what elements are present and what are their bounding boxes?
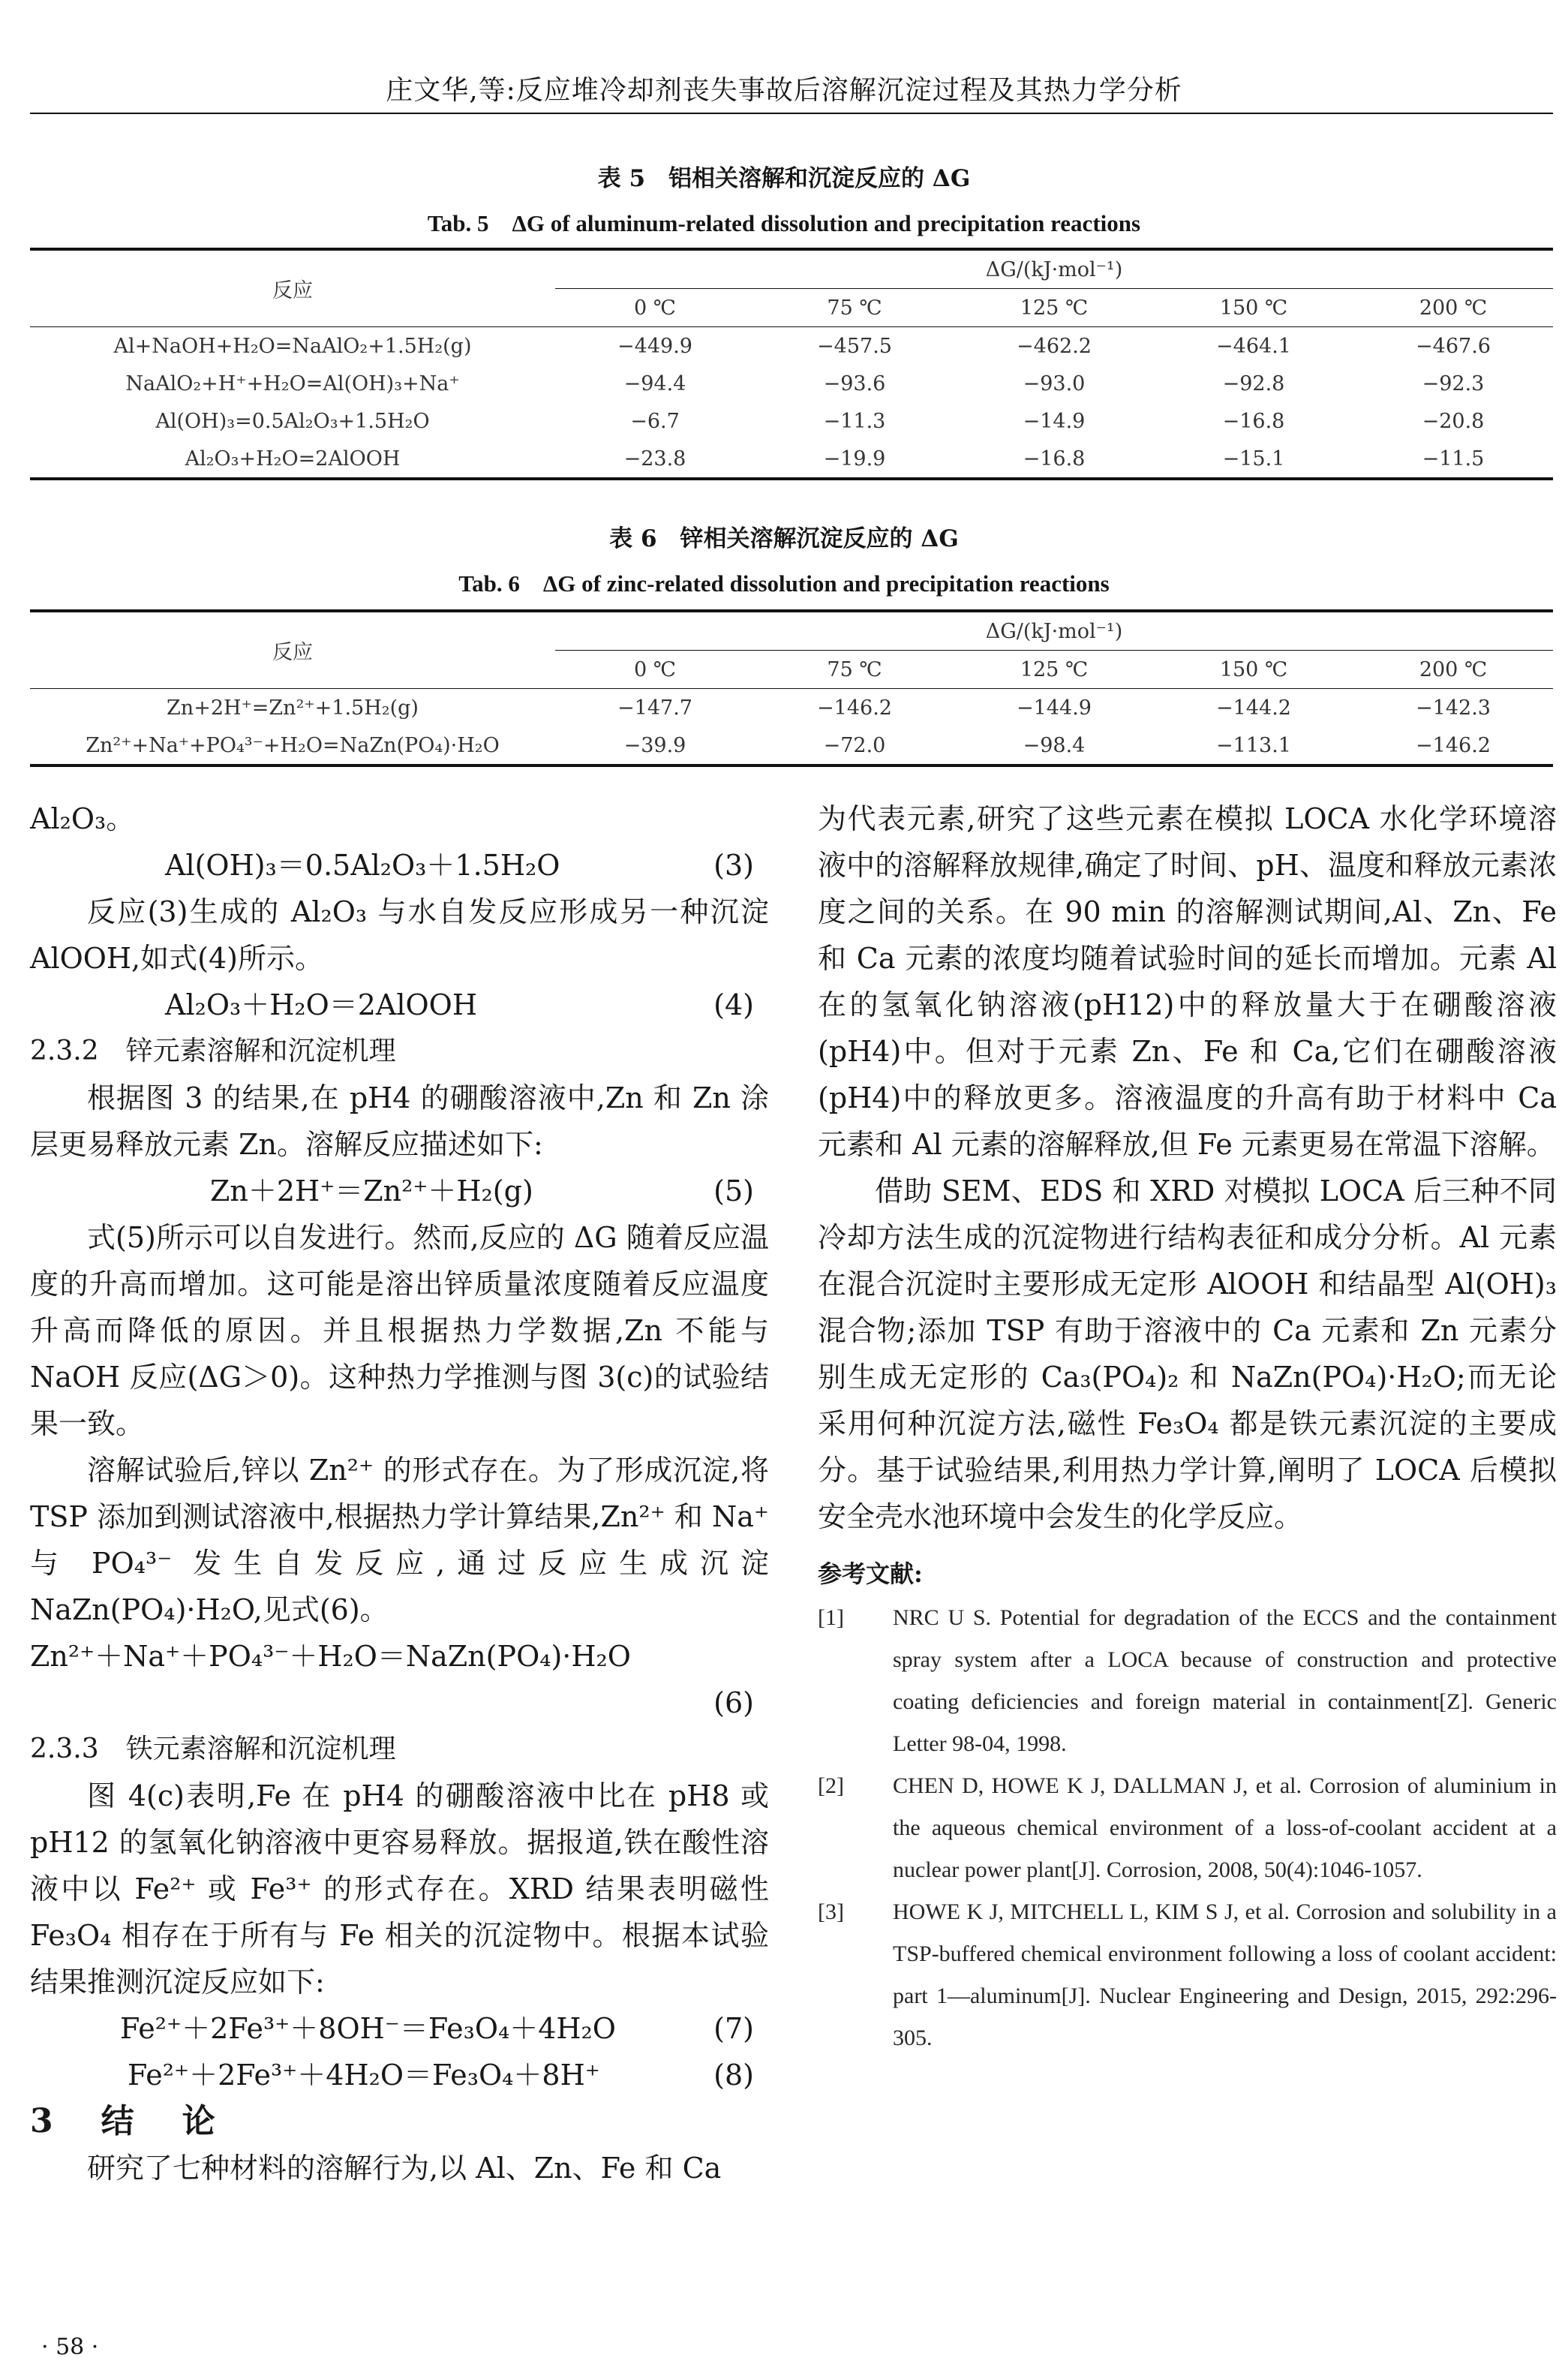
equation-4 xyxy=(30,982,769,1028)
table-row xyxy=(30,440,1553,479)
paragraph: 借助 SEM、EDS 和 XRD 对模拟 LOCA 后三种不同冷却方法生成的沉淀物进行结构表征和成分分析。Al 元素在混合沉淀时主要形成无定形 AlOOH 和结晶型 Al(OH)₃ 混合物;添加 TSP 有助于溶液中的 Ca 元素和 Zn 元素分别生成无定形的 Ca₃(PO₄)₂ 和 NaZn(PO₄)·H₂O;而无论采用何种沉淀方法,磁性 Fe₃O₄ 都是铁元素沉淀的主要成分。基于试验结果,利用热力学计算,阐明了 LOCA 后模拟安全壳水池环境中会发生的化学反应。 xyxy=(818,1174,1557,1533)
references-list xyxy=(818,1597,1557,2059)
paragraph: 图 4(c)表明,Fe 在 pH4 的硼酸溶液中比在 pH8 或 pH12 的氢氧化钠溶液中更容易释放。据报道,铁在酸性溶液中以 Fe²⁺ 或 Fe³⁺ 的形式存在。XRD 结果表明磁性 Fe₃O₄ 相存在于所有与 Fe 相关的沉淀物中。根据本试验结果推测沉淀反应如下: xyxy=(30,1779,769,1999)
value-cell: −147.7 xyxy=(617,696,692,720)
value-cell: −144.2 xyxy=(1216,696,1291,720)
paragraph: 为代表元素,研究了这些元素在模拟 LOCA 水化学环境溶液中的溶解释放规律,确定了时间、pH、温度和释放元素浓度之间的关系。在 90 min 的溶解测试期间,Al、Zn、Fe 和 Ca 元素的浓度均随着试验时间的延长而增加。元素 Al 在的氢氧化钠溶液(pH12)中的释放量大于在硼酸溶液(pH4)中。但对于元素 Zn、Fe 和 Ca,它们在硼酸溶液(pH4)中的释放更多。溶液温度的升高有助于材料中 Ca 元素和 Al 元素的溶解释放,但 Fe 元素更易在常温下溶解。 xyxy=(818,802,1557,1161)
table6-temp-200: 200 ℃ xyxy=(1353,651,1553,689)
table6 xyxy=(30,609,1553,767)
table5-temp-75: 75 ℃ xyxy=(755,289,954,327)
value-cell: −72.0 xyxy=(755,726,954,765)
table5-temp-125: 125 ℃ xyxy=(954,289,1154,327)
section-heading-2-3-3: 2.3.3 铁元素溶解和沉淀机理 xyxy=(30,1734,396,1764)
equation-body: Al(OH)₃＝0.5Al₂O₃＋1.5H₂O xyxy=(165,849,560,882)
left-column xyxy=(30,796,769,2191)
value-cell: −23.8 xyxy=(555,440,755,479)
value-cell: −144.9 xyxy=(1017,696,1092,720)
equation-number: (3) xyxy=(713,849,754,882)
table5-temp-150: 150 ℃ xyxy=(1154,289,1353,327)
value-cell: −457.5 xyxy=(817,334,892,358)
value-cell: −16.8 xyxy=(1222,409,1285,433)
paragraph: 研究了七种材料的溶解行为,以 Al、Zn、Fe 和 Ca xyxy=(87,2152,722,2185)
reference-item xyxy=(818,1891,1557,2059)
value-cell: −16.8 xyxy=(954,440,1154,479)
table6-unit-header: ΔG/(kJ·mol⁻¹) xyxy=(555,611,1553,651)
value-cell: −11.3 xyxy=(823,409,886,433)
value-cell: −142.3 xyxy=(1416,696,1491,720)
paragraph: 溶解试验后,锌以 Zn²⁺ 的形式存在。为了形成沉淀,将 TSP 添加到测试溶液中,根据热力学计算结果,Zn²⁺ 和 Na⁺ 与 PO₄³⁻ 发生自发反应,通过反应生成沉淀 NaZn(PO₄)·H₂O,见式(6)。 xyxy=(30,1454,769,1626)
reference-number: [3] xyxy=(818,1899,844,1924)
reaction-cell: Al+NaOH+H₂O=NaAlO₂+1.5H₂(g) xyxy=(113,334,472,358)
table5-unit-header: ΔG/(kJ·mol⁻¹) xyxy=(555,249,1553,289)
reference-number: [1] xyxy=(818,1605,844,1630)
equation-body: Fe²⁺＋2Fe³⁺＋4H₂O＝Fe₃O₄＋8H⁺ xyxy=(128,2059,600,2092)
running-header: 庄文华,等:反应堆冷却剂丧失事故后溶解沉淀过程及其热力学分析 xyxy=(386,75,1182,106)
table6-temp-125: 125 ℃ xyxy=(954,651,1154,689)
table-row xyxy=(30,402,1553,440)
reference-item xyxy=(818,1765,1557,1891)
value-cell: −19.9 xyxy=(755,440,954,479)
table-row xyxy=(30,726,1553,765)
equation-body: Al₂O₃＋H₂O＝2AlOOH xyxy=(165,988,477,1021)
page-number: · 58 · xyxy=(41,2334,99,2360)
paragraph: 根据图 3 的结果,在 pH4 的硼酸溶液中,Zn 和 Zn 涂层更易释放元素 Zn。溶解反应描述如下: xyxy=(30,1081,769,1161)
equation-body: Zn²⁺＋Na⁺＋PO₄³⁻＋H₂O＝NaZn(PO₄)·H₂O xyxy=(30,1640,631,1673)
equation-body: Fe²⁺＋2Fe³⁺＋8OH⁻＝Fe₃O₄＋4H₂O xyxy=(120,2012,616,2045)
equation-number: (8) xyxy=(713,2059,754,2092)
table6-temp-75: 75 ℃ xyxy=(755,651,954,689)
table6-temp-0: 0 ℃ xyxy=(555,651,755,689)
header-rule xyxy=(30,113,1553,114)
table5-temp-0: 0 ℃ xyxy=(555,289,755,327)
equation-5 xyxy=(30,1168,769,1214)
references-title: 参考文献: xyxy=(818,1559,923,1588)
equation-8 xyxy=(30,2052,769,2098)
right-column xyxy=(818,796,1557,2059)
value-cell: −462.2 xyxy=(1017,334,1092,358)
value-cell: −92.8 xyxy=(1222,371,1285,395)
equation-body: Zn＋2H⁺＝Zn²⁺＋H₂(g) xyxy=(210,1174,533,1208)
table-row xyxy=(30,327,1553,365)
value-cell: −146.2 xyxy=(1353,726,1553,765)
table6-reaction-header: 反应 xyxy=(30,611,555,689)
value-cell: −92.3 xyxy=(1422,371,1485,395)
section-heading-3: 3 结 论 xyxy=(30,2102,223,2140)
value-cell: −93.6 xyxy=(823,371,886,395)
reaction-cell: NaAlO₂+H⁺+H₂O=Al(OH)₃+Na⁺ xyxy=(125,371,460,395)
paragraph: 反应(3)生成的 Al₂O₃ 与水自发反应形成另一种沉淀 AlOOH,如式(4)所示。 xyxy=(30,895,769,975)
reaction-cell: Al₂O₃+H₂O=2AlOOH xyxy=(30,440,555,479)
paragraph: Al₂O₃。 xyxy=(30,802,135,835)
value-cell: −14.9 xyxy=(1023,409,1086,433)
equation-3 xyxy=(30,842,769,889)
value-cell: −449.9 xyxy=(617,334,692,358)
equation-6 xyxy=(30,1633,769,1726)
value-cell: −11.5 xyxy=(1353,440,1553,479)
table-row xyxy=(30,689,1553,727)
reference-text: CHEN D, HOWE K J, DALLMAN J, et al. Corrosion of aluminium in the aqueous chemical environment of a loss-of-coolant accident at a nuclear power plant[J]. Corrosion, 2008, 50(4):1046-1057. xyxy=(893,1773,1557,1882)
table5 xyxy=(30,248,1553,480)
reference-number: [2] xyxy=(818,1773,844,1798)
value-cell: −15.1 xyxy=(1154,440,1353,479)
value-cell: −20.8 xyxy=(1422,409,1485,433)
table5-caption-cn: 表 5 铝相关溶解和沉淀反应的 ΔG xyxy=(597,165,971,192)
value-cell: −98.4 xyxy=(954,726,1154,765)
equation-number: (4) xyxy=(713,988,754,1021)
table-row xyxy=(30,365,1553,402)
reference-item xyxy=(818,1597,1557,1765)
equation-7 xyxy=(30,2005,769,2052)
value-cell: −146.2 xyxy=(817,696,892,720)
table5-caption-en: Tab. 5 ΔG of aluminum-related dissolution and precipitation reactions xyxy=(427,210,1141,236)
value-cell: −464.1 xyxy=(1216,334,1291,358)
paragraph: 式(5)所示可以自发进行。然而,反应的 ΔG 随着反应温度的升高而增加。这可能是溶出锌质量浓度随着反应温度升高而降低的原因。并且根据热力学数据,Zn 不能与 NaOH 反应(ΔG＞0)。这种热力学推测与图 3(c)的试验结果一致。 xyxy=(30,1221,769,1440)
table6-temp-150: 150 ℃ xyxy=(1154,651,1353,689)
table6-caption-en: Tab. 6 ΔG of zinc-related dissolution and precipitation reactions xyxy=(458,570,1110,597)
value-cell: −94.4 xyxy=(623,371,686,395)
reference-text: HOWE K J, MITCHELL L, KIM S J, et al. Corrosion and solubility in a TSP-buffered chemical environment following a loss of coolant accident: part 1—aluminum[J]. Nuclear Engineering and Design, 2015, 292:296-305. xyxy=(893,1899,1557,2050)
section-heading-2-3-2: 2.3.2 锌元素溶解和沉淀机理 xyxy=(30,1036,396,1066)
table6-caption-cn: 表 6 锌相关溶解沉淀反应的 ΔG xyxy=(609,525,959,552)
reaction-cell: Zn+2H⁺=Zn²⁺+1.5H₂(g) xyxy=(167,696,419,720)
reaction-cell: Al(OH)₃=0.5Al₂O₃+1.5H₂O xyxy=(155,409,430,433)
reaction-cell: Zn²⁺+Na⁺+PO₄³⁻+H₂O=NaZn(PO₄)·H₂O xyxy=(30,726,555,765)
value-cell: −93.0 xyxy=(1023,371,1086,395)
value-cell: −39.9 xyxy=(555,726,755,765)
value-cell: −467.6 xyxy=(1416,334,1491,358)
reference-text: NRC U S. Potential for degradation of the ECCS and the containment spray system after a LOCA because of construction and protective coating deficiencies and foreign material in containment[Z]. Generic Letter 98-04, 1998. xyxy=(893,1605,1557,1756)
value-cell: −113.1 xyxy=(1154,726,1353,765)
table5-temp-200: 200 ℃ xyxy=(1353,289,1553,327)
value-cell: −6.7 xyxy=(630,409,680,433)
equation-number: (6) xyxy=(713,1686,754,1719)
table5-reaction-header: 反应 xyxy=(30,249,555,327)
equation-number: (5) xyxy=(713,1174,754,1208)
equation-number: (7) xyxy=(713,2012,754,2045)
